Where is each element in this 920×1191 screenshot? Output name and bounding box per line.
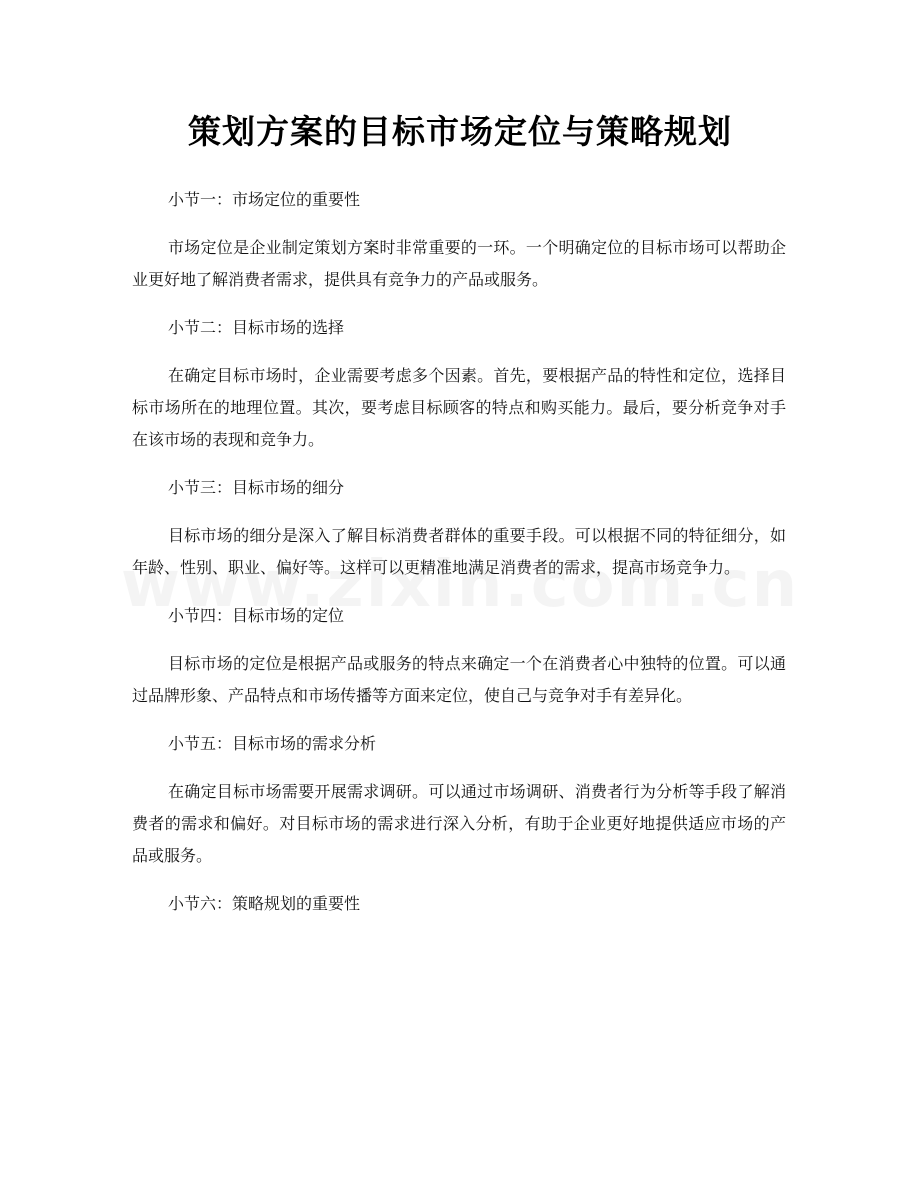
section-paragraph-1: 市场定位是企业制定策划方案时非常重要的一环。一个明确定位的目标市场可以帮助企业更好地了解消费者需求，提供具有竞争力的产品或服务。 bbox=[132, 238, 786, 289]
section-heading-4: 小节四：目标市场的定位 bbox=[168, 606, 345, 625]
section-heading-3: 小节三：目标市场的细分 bbox=[168, 478, 345, 497]
section-heading-1: 小节一：市场定位的重要性 bbox=[168, 190, 361, 209]
section-heading-6: 小节六：策略规划的重要性 bbox=[168, 894, 361, 913]
document-title: 策划方案的目标市场定位与策略规划 bbox=[188, 112, 732, 151]
section-heading-2: 小节二：目标市场的选择 bbox=[168, 318, 345, 337]
section-paragraph-2: 在确定目标市场时，企业需要考虑多个因素。首先，要根据产品的特性和定位，选择目标市场所在的地理位置。其次，要考虑目标顾客的特点和购买能力。最后，要分析竞争对手在该市场的表现和竞争力。 bbox=[132, 366, 786, 449]
section-heading-5: 小节五：目标市场的需求分析 bbox=[168, 734, 377, 753]
section-paragraph-4: 目标市场的定位是根据产品或服务的特点来确定一个在消费者心中独特的位置。可以通过品牌形象、产品特点和市场传播等方面来定位，使自己与竞争对手有差异化。 bbox=[132, 654, 786, 705]
section-paragraph-3: 目标市场的细分是深入了解目标消费者群体的重要手段。可以根据不同的特征细分，如年龄、性别、职业、偏好等。这样可以更精准地满足消费者的需求，提高市场竞争力。 bbox=[132, 526, 786, 577]
section-paragraph-5: 在确定目标市场需要开展需求调研。可以通过市场调研、消费者行为分析等手段了解消费者的需求和偏好。对目标市场的需求进行深入分析，有助于企业更好地提供适应市场的产品或服务。 bbox=[132, 782, 786, 865]
document-body bbox=[132, 184, 786, 920]
